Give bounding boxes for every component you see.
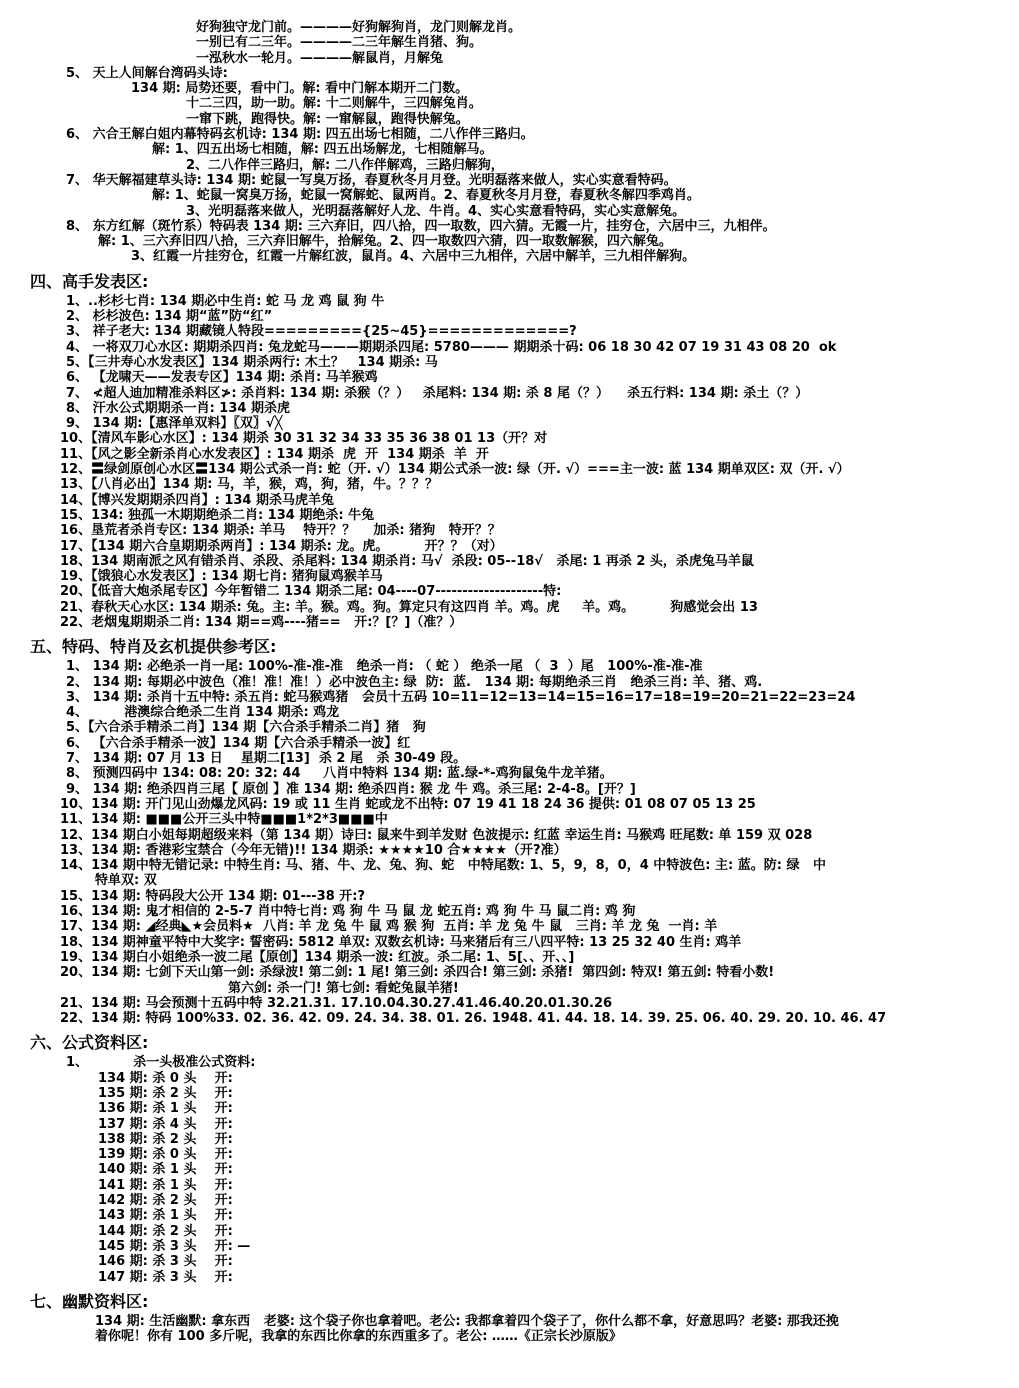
text-line: 16、垦荒者杀肖专区: 134 期杀: 羊马 特开？？ 加杀: 猪狗 特开？？ xyxy=(60,523,501,539)
text-line: 22、老烟鬼期期杀二肖: 134 期==鸡----猪== 开:？[？]（准？） xyxy=(60,614,463,630)
text-line: 21、134 期: 马会预测十五码中特 32.21.31. 17.10.04.30.27.41.46.40.20.01.30.26 xyxy=(60,995,613,1011)
text-line: 15、134 期: 特码段大公开 134 期: 01---38 开:? xyxy=(60,888,366,904)
text-line: 141 期: 杀 1 头 开: xyxy=(98,1177,233,1193)
section-7-humor xyxy=(0,1292,1019,1345)
text-line: 7、 134 期: 07 月 13 日 星期二[13] 杀 2 尾 杀 30-49 段。 xyxy=(66,751,467,767)
text-line: 19、134 期白小姐绝杀一波二尾【原创】134 期杀一波: 红波。杀二尾: 1、5[、、开、、] xyxy=(60,949,575,965)
text-line: 2、 134 期: 每期必中波色（准！准！准！）必中波色主: 绿 防: 蓝. 134 期: 每期绝杀三肖 绝杀三肖: 羊、猪、鸡. xyxy=(66,674,763,690)
text-line: 136 期: 杀 1 头 开: xyxy=(98,1101,233,1117)
text-line: 一别已有二三年。————二三年解生肖猪、狗。 xyxy=(196,35,483,51)
text-line: 15、134: 独孤一木期期绝杀二肖: 134 期绝杀: 牛兔 xyxy=(60,507,375,523)
text-line: 2、 杉杉波色: 134 期“蓝”防“红” xyxy=(66,309,273,325)
text-line: 20、【低音大炮杀尾专区】今年暂错二 134 期杀二尾: 04----07--------------------特: xyxy=(60,584,562,600)
text-line: 5、 天上人间解台湾码头诗: xyxy=(66,65,228,81)
text-line: 1、..杉杉七肖: 134 期必中生肖: 蛇 马 龙 鸡 鼠 狗 牛 xyxy=(66,293,385,309)
text-line: 142 期: 杀 2 头 开: xyxy=(98,1193,233,1209)
text-line: 4、 港澳综合绝杀二生肖 134 期杀: 鸡龙 xyxy=(66,705,340,721)
text-line: 1、 134 期: 必绝杀一肖一尾: 100%-准-准-准 绝杀一肖: （ 蛇 ） 绝杀一尾 （ 3 ）尾 100%-准-准-准 xyxy=(66,659,703,675)
text-line: 12、〓绿剑原创心水区〓134 期公式杀一肖: 蛇（开. √）134 期公式杀一波: 绿（开. √）===主一波: 蓝 134 期单双区: 双（开. √） xyxy=(60,462,850,478)
text-line: 5、【三井寿心水发表区】134 期杀两行: 木土？ 134 期杀: 马 xyxy=(66,354,438,370)
text-line: 147 期: 杀 3 头 开: xyxy=(98,1269,233,1285)
text-line: 5、【六合杀手精杀二肖】134 期【六合杀手精杀二肖】猪 狗 xyxy=(66,720,426,736)
text-line: 20、134 期: 七剑下天山第一剑: 杀绿波! 第二剑: 1 尾! 第三剑: 杀四合! 第三剑: 杀猪! 第四剑: 特双! 第五剑: 特看小数! xyxy=(60,965,775,981)
section-7-humor-header: 七、幽默资料区: xyxy=(30,1291,149,1311)
text-line: 19、【饿狼心水发表区】: 134 期七肖: 猪狗鼠鸡猴羊马 xyxy=(60,569,383,585)
text-line: 146 期: 杀 3 头 开: xyxy=(98,1254,233,1270)
text-line: 16、134 期: 鬼才相信的 2-5-7 肖中特七肖: 鸡 狗 牛 马 鼠 龙 蛇五肖: 鸡 狗 牛 马 鼠二肖: 鸡 狗 xyxy=(60,904,636,920)
section-4-experts-header: 四、高手发表区: xyxy=(30,271,149,291)
text-line: 4、 一将双刀心水区: 期期杀四肖: 兔龙蛇马———期期杀四尾: 5780——— 期期杀十码: 06 18 30 42 07 19 31 43 08 20 ok xyxy=(66,339,837,355)
text-line: 7、 ≮超人迪加精准杀料区≯: 杀肖料: 134 期: 杀猴（？） 杀尾料: 134 期: 杀 8 尾（？） 杀五行料: 134 期: 杀土（？） xyxy=(66,385,809,401)
text-line: 14、【博兴发期期杀四肖】: 134 期杀马虎羊兔 xyxy=(60,492,334,508)
text-line: 13、【八肖必出】134 期: 马，羊，猴，鸡，狗，猪，牛。？？？ xyxy=(60,477,438,493)
text-line: 10、【清风车影心水区】: 134 期杀 30 31 32 34 33 35 36 38 01 13（开？对 xyxy=(60,431,548,447)
text-line: 18、134 期神童平特中大奖字: 誓密码: 5812 单双: 双数玄机诗: 马来猪后有三八四平特: 13 25 32 40 生肖: 鸡羊 xyxy=(60,934,742,950)
text-line: 2、二八作伴三路归，解: 二八作伴解鸡，三路归解狗， xyxy=(186,157,504,173)
text-line: 1、 杀一头极准公式资料: xyxy=(66,1055,256,1071)
text-line: 8、 预测四码中 134: 08: 20: 32: 44 八肖中特料 134 期: 蓝.绿-*-鸡狗鼠兔牛龙羊猪。 xyxy=(66,766,613,782)
text-line: 17、134 期: ◢经典◣★会员料★ 八肖: 羊 龙 兔 牛 鼠 鸡 猴 狗 五肖: 羊 龙 兔 牛 鼠 三肖: 羊 龙 兔 一肖: 羊 xyxy=(60,919,718,935)
text-line: 着你呢！你有 100 多斤呢，我拿的东西比你拿的东西重多了。老公: ……《正宗长沙原版》 xyxy=(95,1329,622,1345)
text-line: 135 期: 杀 2 头 开: xyxy=(98,1086,233,1101)
text-line: 9、 134 期: 绝杀四肖三尾【 原创 】准 134 期: 绝杀四肖: 猴 龙 牛 鸡。杀三尾: 2-4-8。[开？] xyxy=(66,781,636,797)
text-line: 145 期: 杀 3 头 开: — xyxy=(98,1238,251,1254)
text-line: 3、 祥子老大: 134 期藏镜人特段========={25~45}=============? xyxy=(66,324,577,340)
text-line: 特单双: 双 xyxy=(95,873,157,889)
text-line: 13、134 期: 香港彩宝禁合（今年无错)!! 134 期杀: ★★★★10 合★★★★（开?准） xyxy=(60,842,567,858)
text-line: 17、【134 期六合皇期期杀两肖】: 134 期杀: 龙。虎。 开？？（对） xyxy=(60,538,503,554)
text-line: 解: 1、四五出场七相随，解: 四五出场解龙，七相随解马。 xyxy=(152,142,493,158)
text-line: 134 期: 杀 0 头 开: xyxy=(98,1070,233,1086)
text-line: 8、 汗水公式期期杀一肖: 134 期杀虎 xyxy=(66,400,290,416)
text-line: 解: 1、三六弃旧四八拾，三六弃旧解牛，拾解兔。2、四一取数四六猜，四一取数解猴，四六解兔。 xyxy=(98,234,672,250)
section-5-special-codes-header: 五、特码、特肖及玄机提供参考区: xyxy=(30,637,277,657)
text-line: 7、 华天解福建草头诗: 134 期: 蛇鼠一写臭万扬，春夏秋冬月月登。光明磊落来做人，实心实意看特码。 xyxy=(66,172,677,188)
text-line: 140 期: 杀 1 头 开: xyxy=(98,1162,233,1178)
text-line: 138 期: 杀 2 头 开: xyxy=(98,1131,233,1147)
text-line: 6、 【六合杀手精杀一波】134 期【六合杀手精杀一波】红 xyxy=(66,735,411,751)
text-line: 十二三四，助一助。解: 十二则解牛，三四解兔肖。 xyxy=(186,96,482,112)
text-line: 8、 东方红解（斑竹系）特码表 134 期: 三六弃旧，四八拾，四一取数，四六猜。无霞一片，挂穷仓，六居中三，九相伴。 xyxy=(66,218,776,234)
text-line: 10、134 期: 开门见山劲爆龙风码: 19 或 11 生肖 蛇或龙不出特: 07 19 41 18 24 36 提供: 01 08 07 05 13 25 xyxy=(60,796,756,812)
text-line: 137 期: 杀 4 头 开: xyxy=(98,1116,233,1132)
text-line: 21、春秋天心水区: 134 期杀: 兔。主: 羊。猴。鸡。狗。算定只有这四肖 羊。鸡。虎 羊。鸡。 狗感觉会出 13 xyxy=(60,599,758,615)
text-line: 一窜下跳，跑得快。解: 一窜解鼠，跑得快解兔。 xyxy=(186,111,469,127)
text-line: 6、 【龙啸天——发表专区】134 期: 杀肖: 马羊猴鸡 xyxy=(66,370,378,386)
text-line: 144 期: 杀 2 头 开: xyxy=(98,1223,233,1239)
text-line: 9、 134 期:【惠泽单双料】〖双〗√╳ xyxy=(66,416,283,432)
section-5-special-codes xyxy=(0,637,1019,1026)
text-line: 14、134 期中特无错记录: 中特生肖: 马、猪、牛、龙、兔、狗、蛇 中特尾数: 1、5，9，8，0，4 中特波色: 主: 蓝。防: 绿 中 xyxy=(60,858,827,874)
section-carryover xyxy=(0,20,1019,265)
text-line: 3、 134 期: 杀肖十五中特: 杀五肖: 蛇马猴鸡猪 会员十五码 10=11=12=13=14=15=16=17=18=19=20=21=22=23=24 xyxy=(66,689,856,705)
text-line: 134 期: 局势还要，看中门。解: 看中门解本期开二门数。 xyxy=(131,81,469,97)
text-line: 12、134 期白小姐每期超级来料（第 134 期）诗曰: 鼠来牛到羊发财 色波提示: 红蓝 幸运生肖: 马猴鸡 旺尾数: 单 159 双 028 xyxy=(60,827,813,843)
section-6-formulas-header: 六、公式资料区: xyxy=(30,1033,149,1053)
text-line: 好狗独守龙门前。————好狗解狗肖，龙门则解龙肖。 xyxy=(196,20,522,35)
text-line: 3、光明磊落来做人，光明磊落解好人龙、牛肖。4、实心实意看特码，实心实意解兔。 xyxy=(186,203,686,219)
text-line: 一泓秋水一轮月。————解鼠肖，月解兔 xyxy=(196,50,444,66)
text-line: 3、红霞一片挂穷仓，红霞一片解红波，鼠肖。4、六居中三九相伴，六居中解羊，三九相伴解狗。 xyxy=(131,249,696,265)
text-line: 18、134 期南派之风有错杀肖、杀段、杀尾料: 134 期杀肖: 马√ 杀段: 05--18√ 杀尾: 1 再杀 2 头，杀虎兔马羊鼠 xyxy=(60,553,754,569)
text-line: 11、【风之影全新杀肖心水发表区】: 134 期杀 虎 开 134 期杀 羊 开 xyxy=(60,446,489,462)
text-line: 第六剑: 杀一门! 第七剑: 看蛇兔鼠羊猪! xyxy=(228,980,459,996)
text-line: 22、134 期: 特码 100%33. 02. 36. 42. 09. 24. 34. 38. 01. 26. 1948. 41. 44. 18. 14. 39. 25. 06. 40. 29. 20. 10. 46. 47 xyxy=(60,1011,887,1027)
text-line: 134 期: 生活幽默: 拿东西 老婆: 这个袋子你也拿着吧。老公: 我都拿着四个袋子了，你什么都不拿，好意思吗？老婆: 那我还挽 xyxy=(95,1313,839,1329)
text-line: 139 期: 杀 0 头 开: xyxy=(98,1147,233,1163)
section-4-experts xyxy=(0,272,1019,631)
text-line: 143 期: 杀 1 头 开: xyxy=(98,1208,233,1224)
text-line: 解: 1、蛇鼠一窝臭万扬，蛇鼠一窝解蛇、鼠两肖。2、春夏秋冬月月登，春夏秋冬解四季鸡肖。 xyxy=(152,188,700,204)
text-line: 11、134 期: ■■■公开三头中特■■■1*2*3■■■中 xyxy=(60,812,388,828)
text-line: 6、 六合王解白姐内幕特码玄机诗: 134 期: 四五出场七相随，二八作伴三路归。 xyxy=(66,127,534,143)
section-6-formulas xyxy=(0,1033,1019,1284)
